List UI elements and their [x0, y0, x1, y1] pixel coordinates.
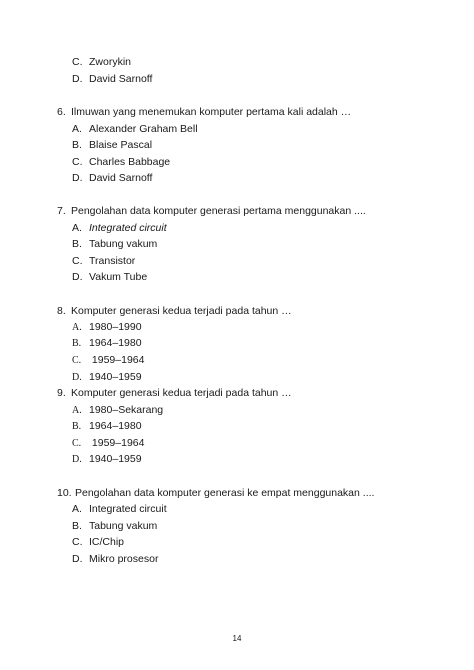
option-9a: [72, 403, 163, 418]
option-8d: [72, 370, 142, 385]
option-9b: [72, 419, 142, 434]
option-text: 1940–1959: [89, 371, 142, 383]
option-letter: D.: [72, 172, 83, 184]
option-text: 1959–1964: [89, 437, 145, 449]
option-text: David Sarnoff: [89, 73, 153, 85]
option-letter: B.: [72, 421, 82, 432]
option-5d: [72, 72, 152, 86]
option-letter: C.: [72, 56, 83, 68]
option-7b: [72, 237, 157, 251]
option-letter: C.: [72, 355, 82, 366]
option-letter: C.: [72, 156, 83, 168]
option-letter: A.: [72, 222, 82, 234]
option-text: IC/Chip: [89, 536, 125, 548]
option-text: 1964–1980: [89, 420, 142, 432]
option-letter: D.: [72, 73, 83, 85]
option-7a: [72, 221, 167, 235]
option-10c: [72, 535, 124, 549]
option-text: 1940–1959: [89, 453, 142, 465]
question-text: Pengolahan data komputer generasi ke empat menggunakan ....: [75, 487, 375, 499]
option-letter: C.: [72, 255, 83, 267]
question-9: [57, 386, 292, 400]
option-text: Tabung vakum: [89, 238, 158, 250]
option-6d: [72, 171, 152, 185]
option-text: Alexander Graham Bell: [89, 123, 198, 135]
option-text: 1964–1980: [89, 337, 142, 349]
option-text: Integrated circuit: [89, 222, 167, 234]
question-text: Pengolahan data komputer generasi pertama menggunakan ....: [71, 205, 366, 217]
option-letter: D.: [72, 271, 83, 283]
question-text: Komputer generasi kedua terjadi pada tahun …: [71, 387, 292, 399]
option-8a: [72, 320, 142, 335]
option-8c: [72, 353, 144, 368]
option-text: Blaise Pascal: [89, 139, 153, 151]
option-text: Zworykin: [89, 56, 132, 68]
question-8: [57, 304, 292, 318]
option-letter: D.: [72, 553, 83, 565]
option-text: Integrated circuit: [89, 503, 167, 515]
question-6: [57, 105, 351, 119]
option-7d: [72, 270, 147, 284]
option-letter: A.: [72, 405, 82, 416]
option-10d: [72, 552, 158, 566]
option-text: Tabung vakum: [89, 520, 158, 532]
option-6b: [72, 138, 152, 152]
option-text: 1980–Sekarang: [89, 404, 164, 416]
option-10b: [72, 519, 157, 533]
option-letter: C.: [72, 438, 82, 449]
option-6a: [72, 122, 198, 136]
option-text: Charles Babbage: [89, 156, 171, 168]
option-text: 1959–1964: [89, 354, 145, 366]
question-number: 6.: [57, 106, 66, 118]
option-letter: B.: [72, 338, 82, 349]
question-number: 7.: [57, 205, 66, 217]
option-5c: [72, 55, 131, 69]
option-text: Mikro prosesor: [89, 553, 159, 565]
option-letter: A.: [72, 503, 82, 515]
question-text: Komputer generasi kedua terjadi pada tahun …: [71, 305, 292, 317]
question-number: 10.: [57, 487, 72, 499]
option-9d: [72, 452, 142, 467]
option-text: 1980–1990: [89, 321, 142, 333]
question-number: 9.: [57, 387, 66, 399]
option-letter: B.: [72, 520, 82, 532]
option-6c: [72, 155, 170, 169]
question-7: [57, 204, 366, 218]
option-8b: [72, 336, 142, 351]
option-7c: [72, 254, 135, 268]
question-10: [57, 486, 374, 500]
option-text: David Sarnoff: [89, 172, 153, 184]
page-number: 14: [232, 634, 242, 643]
option-letter: A.: [72, 322, 82, 333]
question-number: 8.: [57, 305, 66, 317]
option-letter: B.: [72, 139, 82, 151]
option-letter: D.: [72, 454, 82, 465]
question-text: Ilmuwan yang menemukan komputer pertama kali adalah …: [71, 106, 352, 118]
option-text: Transistor: [89, 255, 136, 267]
option-letter: B.: [72, 238, 82, 250]
option-10a: [72, 502, 167, 516]
option-letter: C.: [72, 536, 83, 548]
option-letter: A.: [72, 123, 82, 135]
option-9c: [72, 436, 144, 451]
option-letter: D.: [72, 372, 82, 383]
option-text: Vakum Tube: [89, 271, 148, 283]
